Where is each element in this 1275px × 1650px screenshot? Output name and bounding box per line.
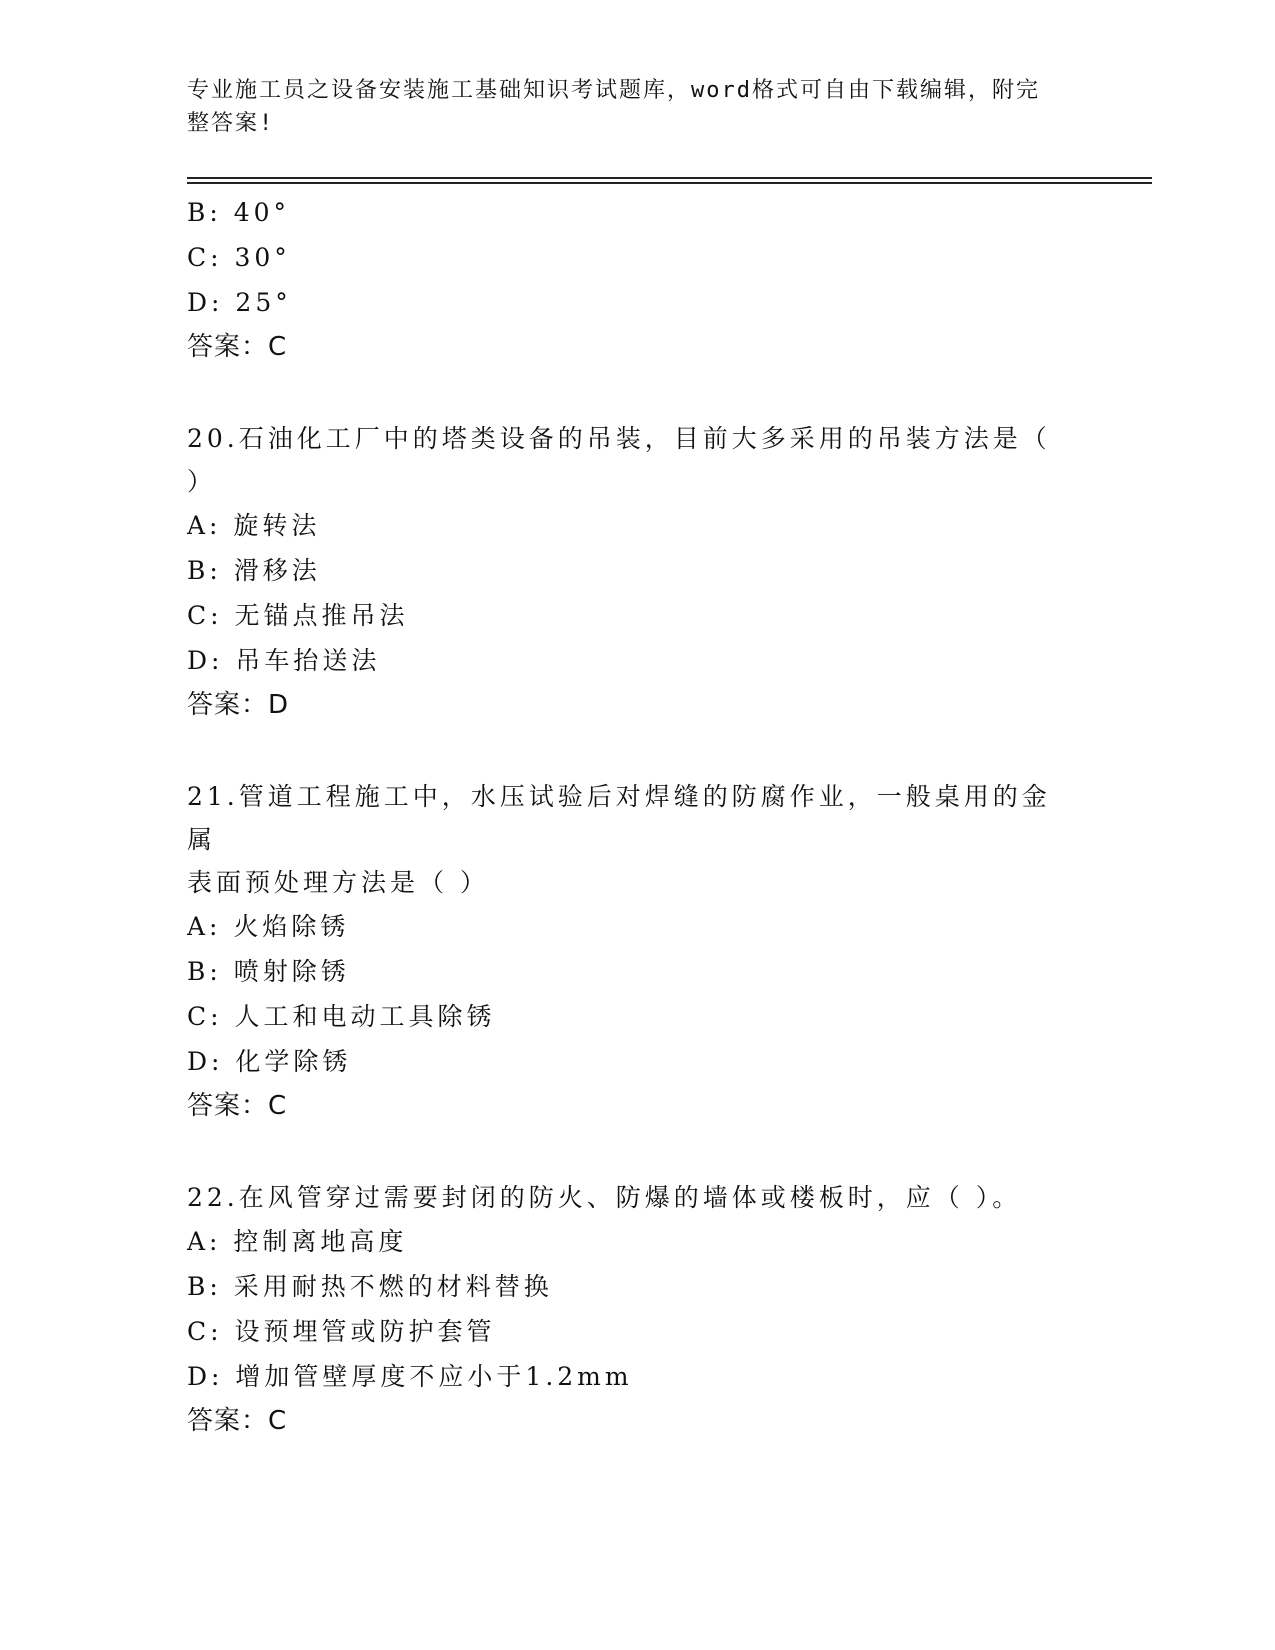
header-line-1: 专业施工员之设备安装施工基础知识考试题库，word格式可自由下载编辑，附完	[187, 78, 1040, 103]
option-a: A: 旋转法	[187, 511, 321, 540]
question-20	[187, 417, 1087, 728]
question-22	[187, 1176, 1087, 1444]
option-b: B: 滑移法	[187, 556, 321, 585]
option-c: C: 人工和电动工具除锈	[187, 1002, 496, 1031]
option-d: D: 吊车抬送法	[187, 646, 381, 675]
option-d: D: 化学除锈	[187, 1047, 352, 1076]
header-divider-bottom	[187, 182, 1152, 184]
answer-label: 答案：C	[187, 332, 288, 362]
question-title-line-1: 22.在风管穿过需要封闭的防火、防爆的墙体或楼板时，应（ ）。	[187, 1183, 1022, 1212]
question-title-line-1: 20.石油化工厂中的塔类设备的吊装，目前大多采用的吊装方法是（	[187, 424, 1051, 453]
spacer	[187, 1129, 1087, 1176]
question-title	[187, 417, 1067, 503]
answer-label: 答案：C	[187, 1406, 288, 1436]
question-19-continuation	[187, 190, 1087, 370]
option-c: C: 30°	[187, 243, 291, 272]
option-b: B: 喷射除锈	[187, 957, 350, 986]
question-title-line-2: 表面预处理方法是（ ）	[187, 868, 489, 897]
header-line-2: 整答案!	[187, 111, 275, 136]
header-divider-top	[187, 177, 1152, 179]
answer-label: 答案：D	[187, 690, 290, 720]
question-title-line-1: 21.管道工程施工中，水压试验后对焊缝的防腐作业，一般桌用的金属	[187, 782, 1051, 854]
document-header	[187, 74, 1067, 140]
spacer	[187, 728, 1087, 775]
answer-label: 答案：C	[187, 1091, 288, 1121]
option-c: C: 设预埋管或防护套管	[187, 1317, 496, 1346]
option-a: A: 火焰除锈	[187, 912, 350, 941]
option-b: B: 40°	[187, 198, 291, 227]
spacer	[187, 370, 1087, 417]
option-a: A: 控制离地高度	[187, 1227, 408, 1256]
question-title-line-2: ）	[187, 467, 217, 496]
option-d: D: 增加管壁厚度不应小于1.2mm	[187, 1362, 633, 1391]
question-list	[187, 190, 1087, 1444]
question-title	[187, 775, 1067, 904]
question-21	[187, 775, 1087, 1129]
option-d: D: 25°	[187, 288, 292, 317]
question-title	[187, 1176, 1067, 1219]
option-c: C: 无锚点推吊法	[187, 601, 409, 630]
option-b: B: 采用耐热不燃的材料替换	[187, 1272, 553, 1301]
